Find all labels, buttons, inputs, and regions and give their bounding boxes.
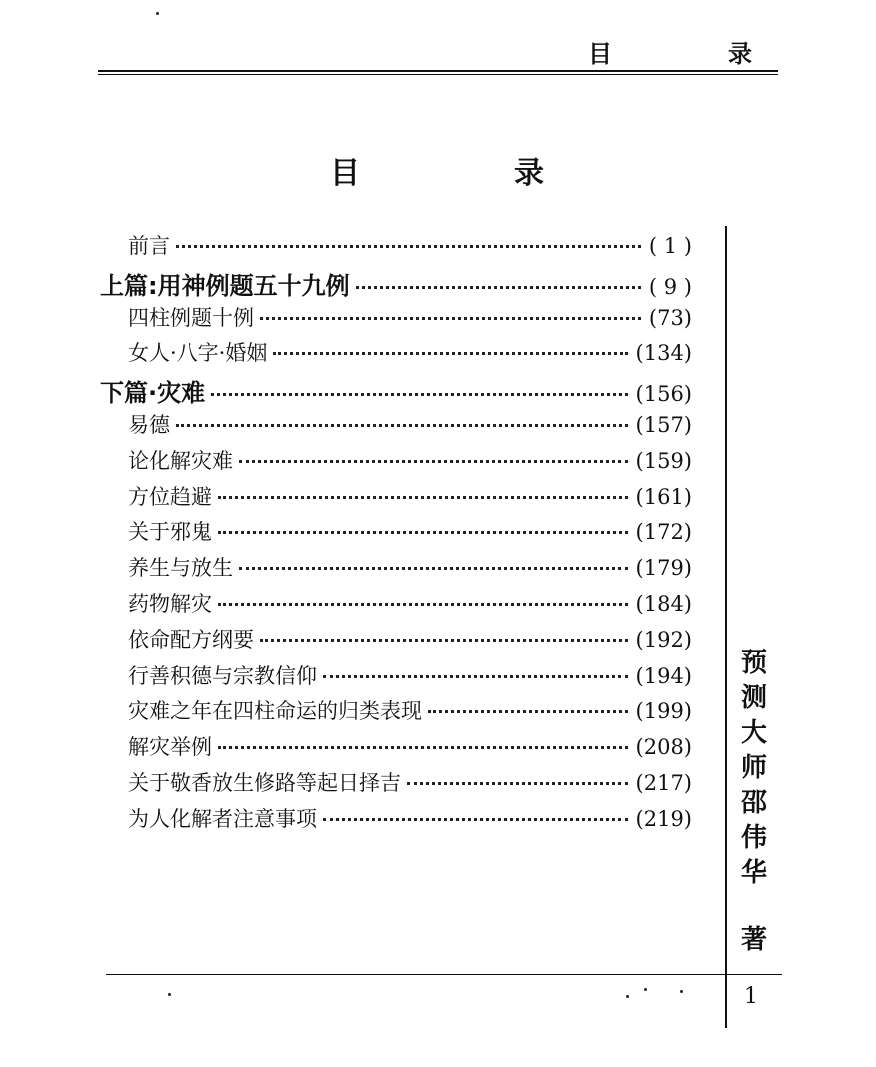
toc-entry-title: 灾难之年在四柱命运的归类表现 xyxy=(128,699,422,724)
toc-entry-title: 前言 xyxy=(128,234,170,258)
dot-leader xyxy=(260,639,628,642)
author-credit xyxy=(734,646,774,958)
toc-entry-title: 为人化解者注意事项 xyxy=(128,806,317,831)
scan-speck xyxy=(626,995,629,998)
dot-leader xyxy=(260,317,641,320)
dot-leader xyxy=(218,531,628,534)
toc-entry-page: (159) xyxy=(635,448,692,473)
toc-entry-page: (208) xyxy=(635,735,692,760)
toc-entry-page: (73) xyxy=(648,305,692,330)
toc-entry xyxy=(100,516,692,552)
toc-entry-page: (157) xyxy=(635,412,692,437)
toc-entry xyxy=(100,624,692,660)
toc-entry xyxy=(100,660,692,696)
toc-entry xyxy=(100,695,692,731)
toc-entry xyxy=(100,266,692,302)
toc-entry-title: 方位趋避 xyxy=(128,484,212,509)
toc-entry-title: 行善积德与宗教信仰 xyxy=(128,663,317,688)
running-head: 目 录 xyxy=(588,40,798,68)
toc-entry-page: ( 1 ) xyxy=(648,234,692,258)
dot-leader xyxy=(428,710,628,713)
toc-entry-title: 药物解灾 xyxy=(128,591,212,616)
toc-entry-page: (192) xyxy=(635,627,692,652)
toc-entry-page: (156) xyxy=(635,382,692,407)
toc-entry xyxy=(100,767,692,803)
toc-entry xyxy=(100,731,692,767)
toc-entry-title: 解灾举例 xyxy=(128,735,212,760)
table-of-contents xyxy=(100,230,692,839)
toc-entry xyxy=(100,373,692,409)
toc-entry xyxy=(100,588,692,624)
page-number: 1 xyxy=(744,984,758,1009)
dot-leader xyxy=(323,818,628,821)
toc-entry-page: (194) xyxy=(635,663,692,688)
toc-entry-page: ( 9 ) xyxy=(648,274,692,299)
footer-rule xyxy=(106,974,782,975)
toc-entry-title: 易德 xyxy=(128,412,170,437)
dot-leader xyxy=(407,782,628,785)
page-title: 目 录 xyxy=(330,156,606,191)
toc-entry-title: 关于敬香放生修路等起日择吉 xyxy=(128,770,401,795)
toc-entry-page: (172) xyxy=(635,520,692,545)
dot-leader xyxy=(323,675,628,678)
toc-entry-page: (161) xyxy=(635,484,692,509)
dot-leader xyxy=(211,393,627,396)
toc-entry xyxy=(100,481,692,517)
author-name: 预 测 大 师 邵 伟 华 xyxy=(740,648,767,888)
dot-leader xyxy=(273,352,627,355)
scan-speck xyxy=(156,12,159,15)
toc-entry-title: 依命配方纲要 xyxy=(128,627,254,652)
toc-entry xyxy=(100,337,692,373)
toc-entry-title: 下篇·灾难 xyxy=(100,379,206,408)
dot-leader xyxy=(218,496,628,499)
toc-entry xyxy=(100,302,692,338)
toc-entry-page: (199) xyxy=(635,699,692,724)
dot-leader xyxy=(218,603,628,606)
scan-speck xyxy=(680,990,683,993)
toc-entry xyxy=(100,552,692,588)
scan-speck xyxy=(168,993,171,996)
toc-entry-title: 关于邪鬼 xyxy=(128,520,212,545)
toc-entry-page: (219) xyxy=(635,806,692,831)
dot-leader xyxy=(239,460,628,463)
author-role: 著 xyxy=(740,925,767,955)
toc-entry-page: (217) xyxy=(635,770,692,795)
toc-entry-title: 论化解灾难 xyxy=(128,448,233,473)
scan-speck xyxy=(644,988,647,991)
toc-entry-title: 四柱例题十例 xyxy=(128,305,254,330)
dot-leader xyxy=(218,746,628,749)
toc-entry-title: 上篇:用神例题五十九例 xyxy=(100,271,350,300)
toc-entry xyxy=(100,803,692,839)
toc-entry xyxy=(100,230,692,266)
toc-entry-page: (134) xyxy=(635,341,692,366)
toc-entry-title: 女人·八字·婚姻 xyxy=(128,341,268,366)
header-rule xyxy=(98,70,778,75)
toc-entry xyxy=(100,409,692,445)
dot-leader xyxy=(176,245,641,248)
dot-leader xyxy=(356,286,641,289)
dot-leader xyxy=(176,424,628,427)
toc-entry xyxy=(100,445,692,481)
dot-leader xyxy=(239,567,628,570)
toc-entry-page: (179) xyxy=(635,556,692,581)
toc-entry-page: (184) xyxy=(635,591,692,616)
margin-vertical-rule xyxy=(725,226,727,1028)
toc-entry-title: 养生与放生 xyxy=(128,556,233,581)
